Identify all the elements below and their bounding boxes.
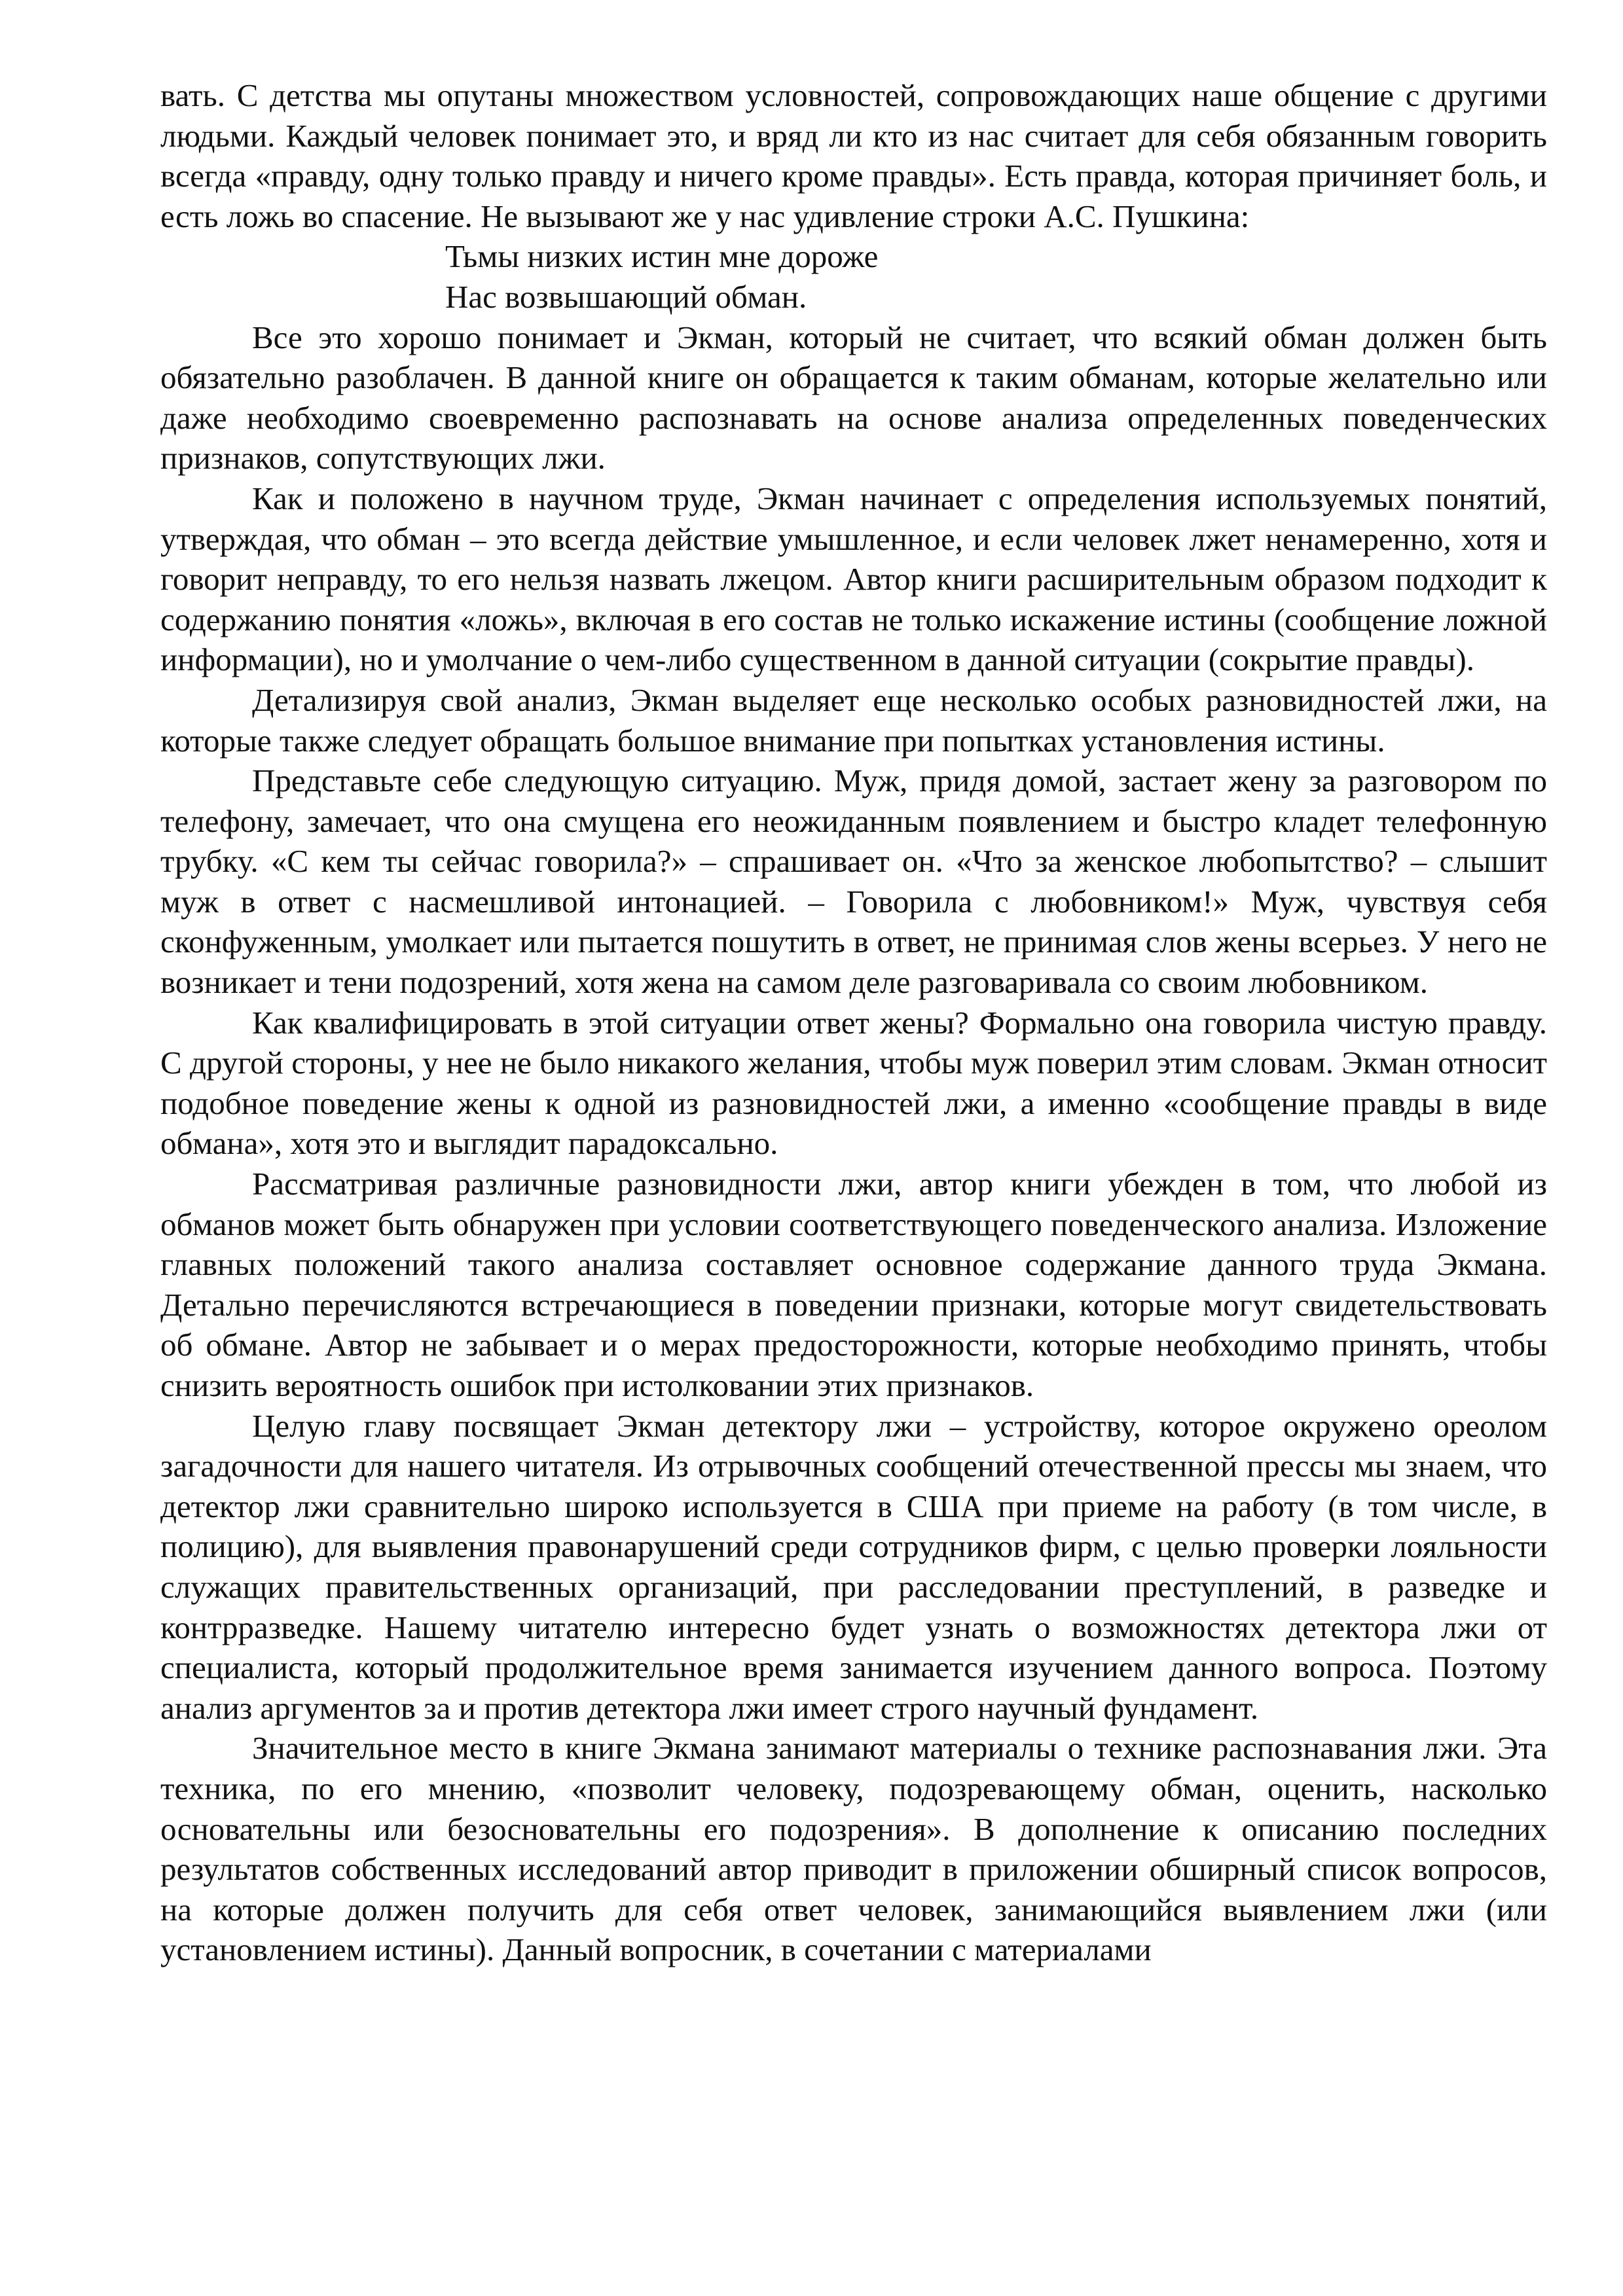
document-page [160,75,1547,1970]
poem-line-1: Тьмы низких истин мне дороже [445,238,879,275]
paragraph-5: Представьте себе следующую ситуацию. Муж, придя домой, застает жену за разговором по телефону, замечает, что она смущена его неожиданным появлением и быстро кладет телефонную трубку. «С кем ты сейчас говорила?» – спрашивает он. «Что за женское любопытство? – слышит муж в ответ с насмешливой интонацией. – Говорила с любовником!» Муж, чувствуя себя сконфуженным, умолкает или пытается пошутить в ответ, не принимая слов жены всерьез. У него не возникает и тени подозрений, хотя жена на самом деле разговаривала со своим любовником. [160,762,1547,1001]
paragraph-8: Целую главу посвящает Экман детектору лжи – устройству, которое окружено ореолом загадочности для нашего читателя. Из отрывочных сообщений отечественной прессы мы знаем, что детектор лжи сравнительно широко используется в США при приеме на работу (в том числе, в полицию), для выявления правонарушений среди сотрудников фирм, с целью проверки лояльности служащих правительственных организаций, при расследовании преступлений, в разведке и контрразведке. Нашему читателю интересно будет узнать о возможностях детектора лжи от специалиста, который продолжительное время занимается изучением данного вопроса. Поэтому анализ аргументов за и против детектора лжи имеет строго научный фундамент. [160,1407,1547,1726]
paragraph-4: Детализируя свой анализ, Экман выделяет еще несколько особых разновидностей лжи, на которые также следует обращать большое внимание при попытках установления истины. [160,681,1547,759]
paragraph-9: Значительное место в книге Экмана занимают материалы о технике распознавания лжи. Эта техника, по его мнению, «позволит человеку, подозревающему обман, оценить, насколько основательны или безосновательны его подозрения». В дополнение к описанию последних результатов собственных исследований автор приводит в приложении обширный список вопросов, на которые должен получить для себя ответ человек, занимающийся выявлением лжи (или установлением истины). Данный вопросник, в сочетании с материалами [160,1730,1547,1968]
paragraph-3: Как и положено в научном труде, Экман начинает с определения используемых понятий, утверждая, что обман – это всегда действие умышленное, и если человек лжет ненамеренно, хотя и говорит неправду, то его нельзя назвать лжецом. Автор книги расширительным образом подходит к содержанию понятия «ложь», включая в его состав не только искажение истины (сообщение ложной информации), но и умолчание о чем-либо существенном в данной ситуации (сокрытие правды). [160,480,1547,678]
paragraph-2: Все это хорошо понимает и Экман, который не считает, что всякий обман должен быть обязательно разоблачен. В данной книге он обращается к таким обманам, которые желательно или даже необходимо своевременно распознавать на основе анализа определенных поведенческих признаков, сопутствующих лжи. [160,319,1547,476]
paragraph-continuation: вать. С детства мы опутаны множеством условностей, сопровождающих наше общение с другими людьми. Каждый человек понимает это, и вряд ли кто из нас считает для себя обязанным говорить всегда «правду, одну только правду и ничего кроме правды». Есть правда, которая причиняет боль, и есть ложь во спасение. Не вызывают же у нас удивление строки А.С. Пушкина: [160,77,1547,234]
poem-line-2: Нас возвышающий обман. [445,278,807,315]
paragraph-6: Как квалифицировать в этой ситуации ответ жены? Формально она говорила чистую правду. С другой стороны, у нее не было никакого желания, чтобы муж поверил этим словам. Экман относит подобное поведение жены к одной из разновидностей лжи, а именно «сообщение правды в виде обмана», хотя это и выглядит парадоксально. [160,1004,1547,1162]
paragraph-7: Рассматривая различные разновидности лжи, автор книги убежден в том, что любой из обманов может быть обнаружен при условии соответствующего поведенческого анализа. Изложение главных положений такого анализа составляет основное содержание данного труда Экмана. Детально перечисляются встречающиеся в поведении признаки, которые могут свидетельствовать об обмане. Автор не забывает и о мерах предосторожности, которые необходимо принять, чтобы снизить вероятность ошибок при истолковании этих признаков. [160,1166,1547,1403]
poem-quote [160,236,1547,317]
